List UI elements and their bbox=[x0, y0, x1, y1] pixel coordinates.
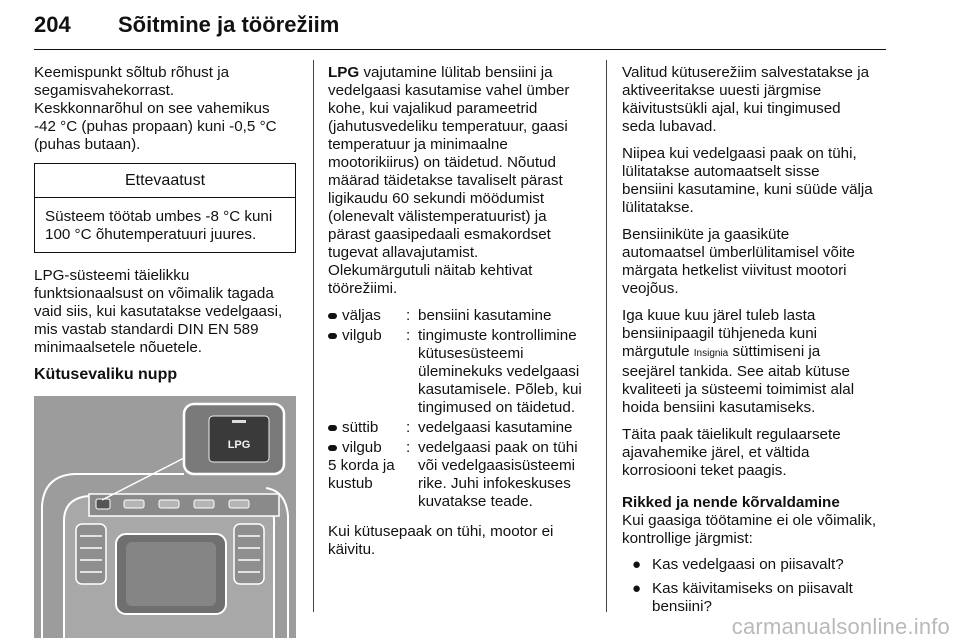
intro-paragraph: Keemispunkt sõltub rõhust ja segamisvahekorrast. Keskkonnarõhul on see vahemikus -42 °C (puhas propaan) kuni -0,5 °C (puhas butaan). bbox=[34, 64, 277, 153]
column-3 bbox=[622, 64, 890, 622]
status-row: süttib : vedelgaasi kasutamine bbox=[328, 419, 590, 437]
indicator-light-icon bbox=[328, 445, 337, 451]
switch-delay-paragraph: Bensiiniküte ja gaasiküte automaatsel ümberlülitamisel võite märgata hetkelist viivitust mootori veojõus. bbox=[622, 226, 855, 297]
mode-memory-paragraph: Valitud kütuserežiim salvestatakse ja aktiveeritakse uuesti järgmise käivitustsükli ajal, kui tingimused seda lubavad. bbox=[622, 64, 870, 135]
indicator-light-icon bbox=[328, 425, 337, 431]
petrol-tank-paragraph: Iga kuue kuu järel tuleb lasta bensiinipaagil tühjeneda kuni märgutule Insignia süttimiseni ja seejärel tankida. See aitab kütuse kvaliteeti ja süsteemi toimimist alal hoida bensiini kasutamiseks. bbox=[622, 307, 855, 416]
troubleshooting-section: Rikked ja nende kõrvaldamine Kui gaasiga töötamine ei ole võimalik, kontrollige järgmist: bbox=[622, 494, 890, 548]
fuel-warning-symbol: Insignia bbox=[693, 348, 729, 359]
page-header bbox=[34, 10, 886, 50]
status-row: väljas : bensiini kasutamine bbox=[328, 307, 590, 325]
lpg-switch-paragraph: LPG vajutamine lülitab bensiini ja vedelgaasi kasutamise vahel ümber kohe, kui vajalikud parameetrid (jahutusvedeliku temperatuur, gaasi temperatuur ja minimaalne mootorikiirus) on täidetud. Nõutud määrad täidetakse tavaliselt pärast ligikaudu 60 sekundi möödumist (olenevalt välistemperatuurist) ja pärast gaasipedaali esmakordset tugevat allavajutamist. Olekumärgutuli näitab kehtivat töörežiimi. bbox=[328, 64, 570, 297]
column-1 bbox=[34, 64, 296, 638]
caution-box bbox=[34, 163, 296, 253]
empty-tank-paragraph: Kui kütusepaak on tühi, mootor ei käivitu. bbox=[328, 523, 554, 558]
bullet-icon: ● bbox=[632, 580, 642, 597]
dashboard-illustration bbox=[34, 396, 296, 638]
fuel-selector-heading: Kütusevaliku nupp bbox=[34, 366, 178, 383]
lpg-button-label: LPG bbox=[227, 439, 251, 451]
status-indicator-table bbox=[328, 307, 590, 511]
caution-title: Ettevaatust bbox=[35, 164, 295, 198]
indicator-light-icon bbox=[328, 313, 337, 319]
caution-text: Süsteem töötab umbes -8 °C kuni 100 °C õhutemperatuuri juures. bbox=[45, 208, 273, 243]
list-item: ● Kas käivitamiseks on piisavalt bensiini? bbox=[632, 580, 853, 615]
indicator-light-icon bbox=[328, 333, 337, 339]
section-title: Sõitmine ja töörežiim bbox=[118, 12, 340, 37]
page-number: 204 bbox=[34, 12, 71, 37]
column-2 bbox=[328, 64, 590, 568]
status-row: vilgub : tingimuste kontrollimine kütusesüsteemi üleminekuks vedelgaasi kasutamisele. Põleb, kui tingimused on täidetud. bbox=[328, 327, 590, 417]
status-row: vilgub 5 korda ja kustub : vedelgaasi paak on tühi või vedelgaasisüsteemi rike. Juhi infokeskuses kuvatakse teade. bbox=[328, 439, 578, 510]
lpg-standard-paragraph: LPG-süsteemi täielikku funktsionaalsust on võimalik tagada vaid siis, kui kasutatakse vedelgaasi, mis vastab standardi DIN EN 589 minimaalsetele nõuetele. bbox=[34, 267, 283, 356]
bullet-icon: ● bbox=[632, 556, 642, 573]
column-divider bbox=[606, 60, 607, 612]
corrosion-paragraph: Täita paak täielikult regulaarsete ajavahemike järel, et vältida korrosiooni teket paagis. bbox=[622, 426, 841, 479]
dashboard-drawing bbox=[34, 396, 296, 638]
column-divider bbox=[313, 60, 314, 612]
check-list bbox=[622, 556, 890, 616]
auto-switch-paragraph: Niipea kui vedelgaasi paak on tühi, lülitatakse automaatselt sisse bensiini kasutamine, kuni süüde välja lülitatakse. bbox=[622, 145, 873, 216]
list-item: ● Kas vedelgaasi on piisavalt? bbox=[632, 556, 844, 573]
lpg-label: LPG bbox=[328, 64, 360, 81]
watermark: carmanualsonline.info bbox=[731, 614, 950, 639]
troubleshooting-heading: Rikked ja nende kõrvaldamine bbox=[622, 494, 840, 511]
